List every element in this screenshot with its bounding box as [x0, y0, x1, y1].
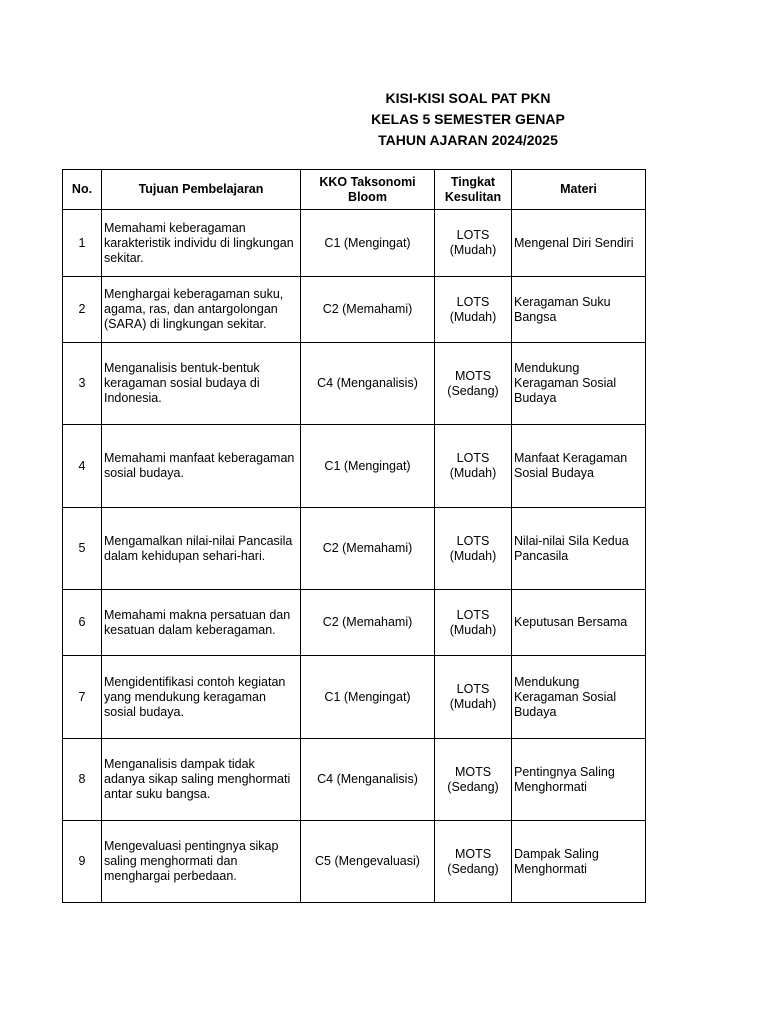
cell-tujuan: Memahami makna persatuan dan kesatuan dalam keberagaman. — [102, 590, 301, 656]
cell-materi: Keragaman Suku Bangsa — [512, 277, 646, 343]
cell-kko: C1 (Mengingat) — [301, 656, 435, 739]
table-row — [63, 508, 646, 590]
header-kko: KKO Taksonomi Bloom — [301, 170, 435, 210]
cell-tingkat: MOTS (Sedang) — [435, 739, 512, 821]
cell-tingkat: LOTS (Mudah) — [435, 590, 512, 656]
table-row — [63, 656, 646, 739]
cell-kko: C5 (Mengevaluasi) — [301, 821, 435, 903]
document-title — [280, 88, 656, 151]
table-header-row — [63, 170, 646, 210]
cell-materi: Mendukung Keragaman Sosial Budaya — [512, 656, 646, 739]
cell-tujuan: Mengidentifikasi contoh kegiatan yang mendukung keragaman sosial budaya. — [102, 656, 301, 739]
cell-no: 2 — [63, 277, 102, 343]
cell-materi: Dampak Saling Menghormati — [512, 821, 646, 903]
cell-materi: Mengenal Diri Sendiri — [512, 210, 646, 277]
title-line-3: TAHUN AJARAN 2024/2025 — [378, 132, 558, 148]
header-tujuan: Tujuan Pembelajaran — [102, 170, 301, 210]
cell-kko: C4 (Menganalisis) — [301, 343, 435, 425]
cell-kko: C2 (Memahami) — [301, 508, 435, 590]
title-line-1: KISI-KISI SOAL PAT PKN — [385, 90, 551, 106]
cell-no: 7 — [63, 656, 102, 739]
cell-tingkat: LOTS (Mudah) — [435, 210, 512, 277]
cell-tujuan: Menganalisis dampak tidak adanya sikap saling menghormati antar suku bangsa. — [102, 739, 301, 821]
cell-tingkat: LOTS (Mudah) — [435, 656, 512, 739]
header-tingkat: Tingkat Kesulitan — [435, 170, 512, 210]
cell-tujuan: Memahami keberagaman karakteristik individu di lingkungan sekitar. — [102, 210, 301, 277]
cell-no: 4 — [63, 425, 102, 508]
cell-kko: C4 (Menganalisis) — [301, 739, 435, 821]
table-row — [63, 590, 646, 656]
cell-no: 9 — [63, 821, 102, 903]
cell-kko: C2 (Memahami) — [301, 277, 435, 343]
cell-materi: Keputusan Bersama — [512, 590, 646, 656]
header-no: No. — [63, 170, 102, 210]
cell-materi: Mendukung Keragaman Sosial Budaya — [512, 343, 646, 425]
title-line-2: KELAS 5 SEMESTER GENAP — [371, 111, 565, 127]
table-row — [63, 821, 646, 903]
table-row — [63, 210, 646, 277]
cell-materi: Pentingnya Saling Menghormati — [512, 739, 646, 821]
cell-no: 8 — [63, 739, 102, 821]
cell-no: 5 — [63, 508, 102, 590]
cell-tingkat: MOTS (Sedang) — [435, 821, 512, 903]
cell-kko: C2 (Memahami) — [301, 590, 435, 656]
cell-no: 3 — [63, 343, 102, 425]
cell-tingkat: LOTS (Mudah) — [435, 508, 512, 590]
cell-tujuan: Mengevaluasi pentingnya sikap saling menghormati dan menghargai perbedaan. — [102, 821, 301, 903]
cell-no: 1 — [63, 210, 102, 277]
cell-materi: Manfaat Keragaman Sosial Budaya — [512, 425, 646, 508]
cell-tingkat: MOTS (Sedang) — [435, 343, 512, 425]
cell-tujuan: Mengamalkan nilai-nilai Pancasila dalam kehidupan sehari-hari. — [102, 508, 301, 590]
cell-tingkat: LOTS (Mudah) — [435, 425, 512, 508]
cell-tujuan: Menghargai keberagaman suku, agama, ras, dan antargolongan (SARA) di lingkungan sekitar. — [102, 277, 301, 343]
cell-no: 6 — [63, 590, 102, 656]
header-materi: Materi — [512, 170, 646, 210]
cell-tujuan: Memahami manfaat keberagaman sosial budaya. — [102, 425, 301, 508]
table-row — [63, 277, 646, 343]
table-row — [63, 739, 646, 821]
kisi-kisi-table — [62, 169, 646, 903]
table-row — [63, 425, 646, 508]
cell-materi: Nilai-nilai Sila Kedua Pancasila — [512, 508, 646, 590]
cell-kko: C1 (Mengingat) — [301, 425, 435, 508]
cell-tujuan: Menganalisis bentuk-bentuk keragaman sosial budaya di Indonesia. — [102, 343, 301, 425]
cell-kko: C1 (Mengingat) — [301, 210, 435, 277]
cell-tingkat: LOTS (Mudah) — [435, 277, 512, 343]
table-row — [63, 343, 646, 425]
